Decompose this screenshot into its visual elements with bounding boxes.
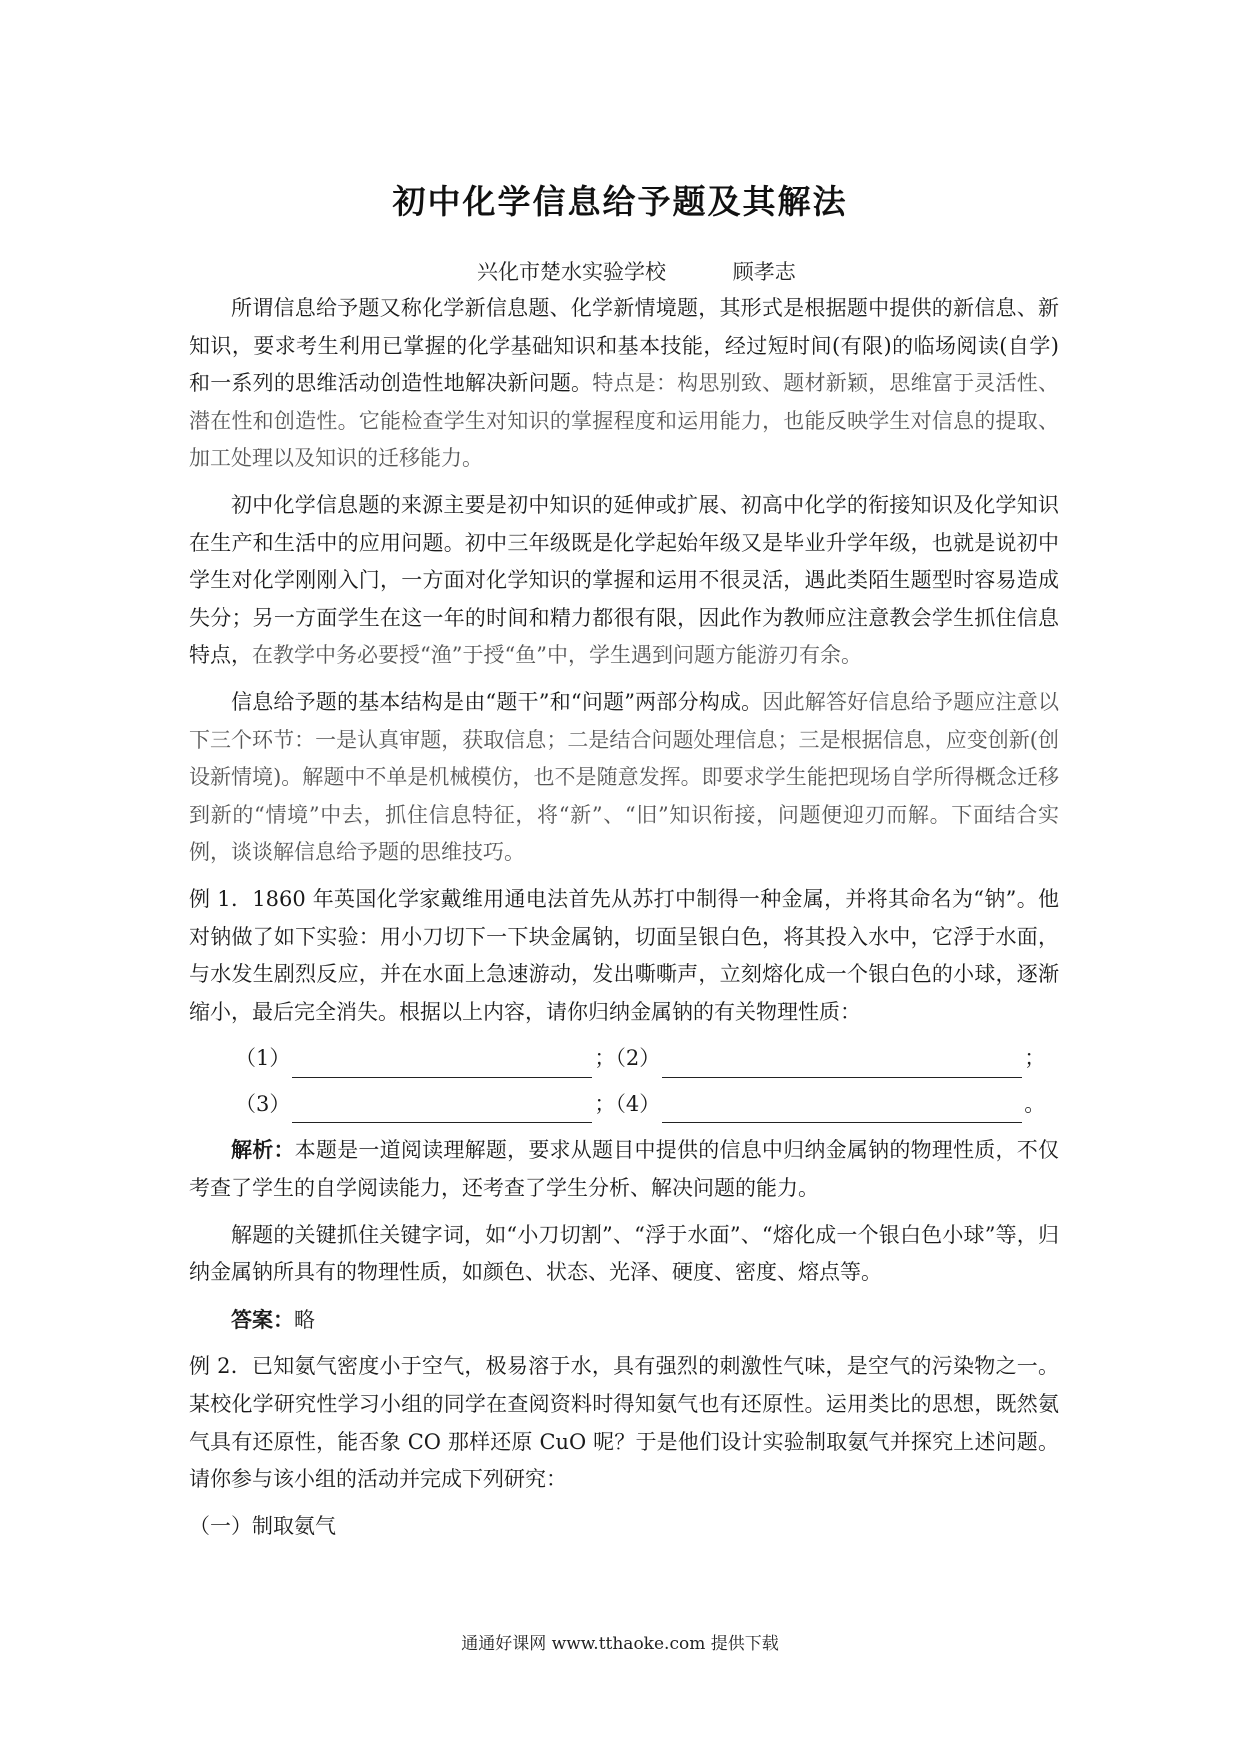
answer-blank-3 [292, 1096, 592, 1123]
document-title: 初中化学信息给予题及其解法 [392, 182, 848, 221]
author-name: 顾孝志 [732, 260, 796, 284]
answer-label: 答案： [231, 1306, 294, 1332]
key-paragraph: 解题的关键抓住关键字词，如“小刀切割”、“浮于水面”、“熔化成一个银白色小球”等，归纳金属钠所具有的物理性质，如颜色、状态、光泽、硬度、密度、熔点等。 [189, 1222, 1059, 1285]
example-1-question: 例 1．1860 年英国化学家戴维用通电法首先从苏打中制得一种金属，并将其命名为“钠”。他对钠做了如下实验：用小刀切下一下块金属钠，切面呈银白色，将其投入水中，它浮于水面，与水发生剧烈反应，并在水面上急速游动，发出嘶嘶声，立刻熔化成一个银白色的小球，逐渐缩小，最后完全消失。根据以上内容，请你归纳金属钠的有关物理性质： [189, 886, 1059, 1024]
answer-blank-4 [662, 1096, 1022, 1123]
answer-blank-row-1: （1） ；（2） ； [189, 1040, 1059, 1078]
page-footer: 通通好课网 www.tthaoke.com 提供下载 [461, 1634, 779, 1654]
example-2-question: 例 2．已知氨气密度小于空气，极易溶于水，具有强烈的刺激性气味，是空气的污染物之一。某校化学研究性学习小组的同学在查阅资料时得知氨气也有还原性。运用类比的思想，既然氨气具有还原性，能否象 CO 那样还原 CuO 呢？于是他们设计实验制取氨气并探究上述问题。请你参与该小组的活动并完成下列研究： [189, 1354, 1059, 1492]
paragraph-source: 初中化学信息题的来源主要是初中知识的延伸或扩展、初高中化学的衔接知识及化学知识在生产和生活中的应用问题。初中三年级既是化学起始年级又是毕业升学年级，也就是说初中学生对化学刚刚入门，一方面对化学知识的掌握和运用不很灵活，遇此类陌生题型时容易造成失分；另一方面学生在这一年的时间和精力都很有限，因此作为教师应注意教会学生抓住信息特点，在教学中务必要授“渔”于授“鱼”中，学生遇到问题方能游刃有余。 [189, 492, 1059, 668]
section-heading-1: （一）制取氨气 [189, 1513, 336, 1538]
answer-paragraph: 答案：略 [231, 1306, 315, 1332]
analysis-paragraph: 解析：本题是一道阅读理解题，要求从题目中提供的信息中归纳金属钠的物理性质，不仅考查了学生的自学阅读能力，还考查了学生分析、解决问题的能力。 [189, 1137, 1060, 1201]
school-name: 兴化市楚水实验学校 [477, 260, 666, 284]
answer-blank-2 [662, 1051, 1022, 1078]
document-body [189, 290, 1059, 1554]
answer-blank-1 [292, 1051, 592, 1078]
paragraph-structure: 信息给予题的基本结构是由“题干”和“问题”两部分构成。因此解答好信息给予题应注意以下三个环节：一是认真审题，获取信息；二是结合问题处理信息；三是根据信息，应变创新(创设新情境)。解题中不单是机械模仿，也不是随意发挥。即要求学生能把现场自学所得概念迁移到新的“情境”中去，抓住信息特征，将“新”、“旧”知识衔接，问题便迎刃而解。下面结合实例，谈谈解信息给予题的思维技巧。 [189, 689, 1060, 865]
paragraph-definition: 所谓信息给予题又称化学新信息题、化学新情境题，其形式是根据题中提供的新信息、新知识，要求考生利用已掌握的化学基础知识和基本技能，经过短时间(有限)的临场阅读(自学)和一系列的思维活动创造性地解决新问题。特点是：构思别致、题材新颖，思维富于灵活性、潜在性和创造性。它能检查学生对知识的掌握程度和运用能力，也能反映学生对信息的提取、加工处理以及知识的迁移能力。 [189, 296, 1060, 471]
analysis-label: 解析： [231, 1137, 295, 1163]
byline [477, 256, 796, 286]
answer-blank-row-2: （3） ；（4） 。 [189, 1086, 1059, 1124]
